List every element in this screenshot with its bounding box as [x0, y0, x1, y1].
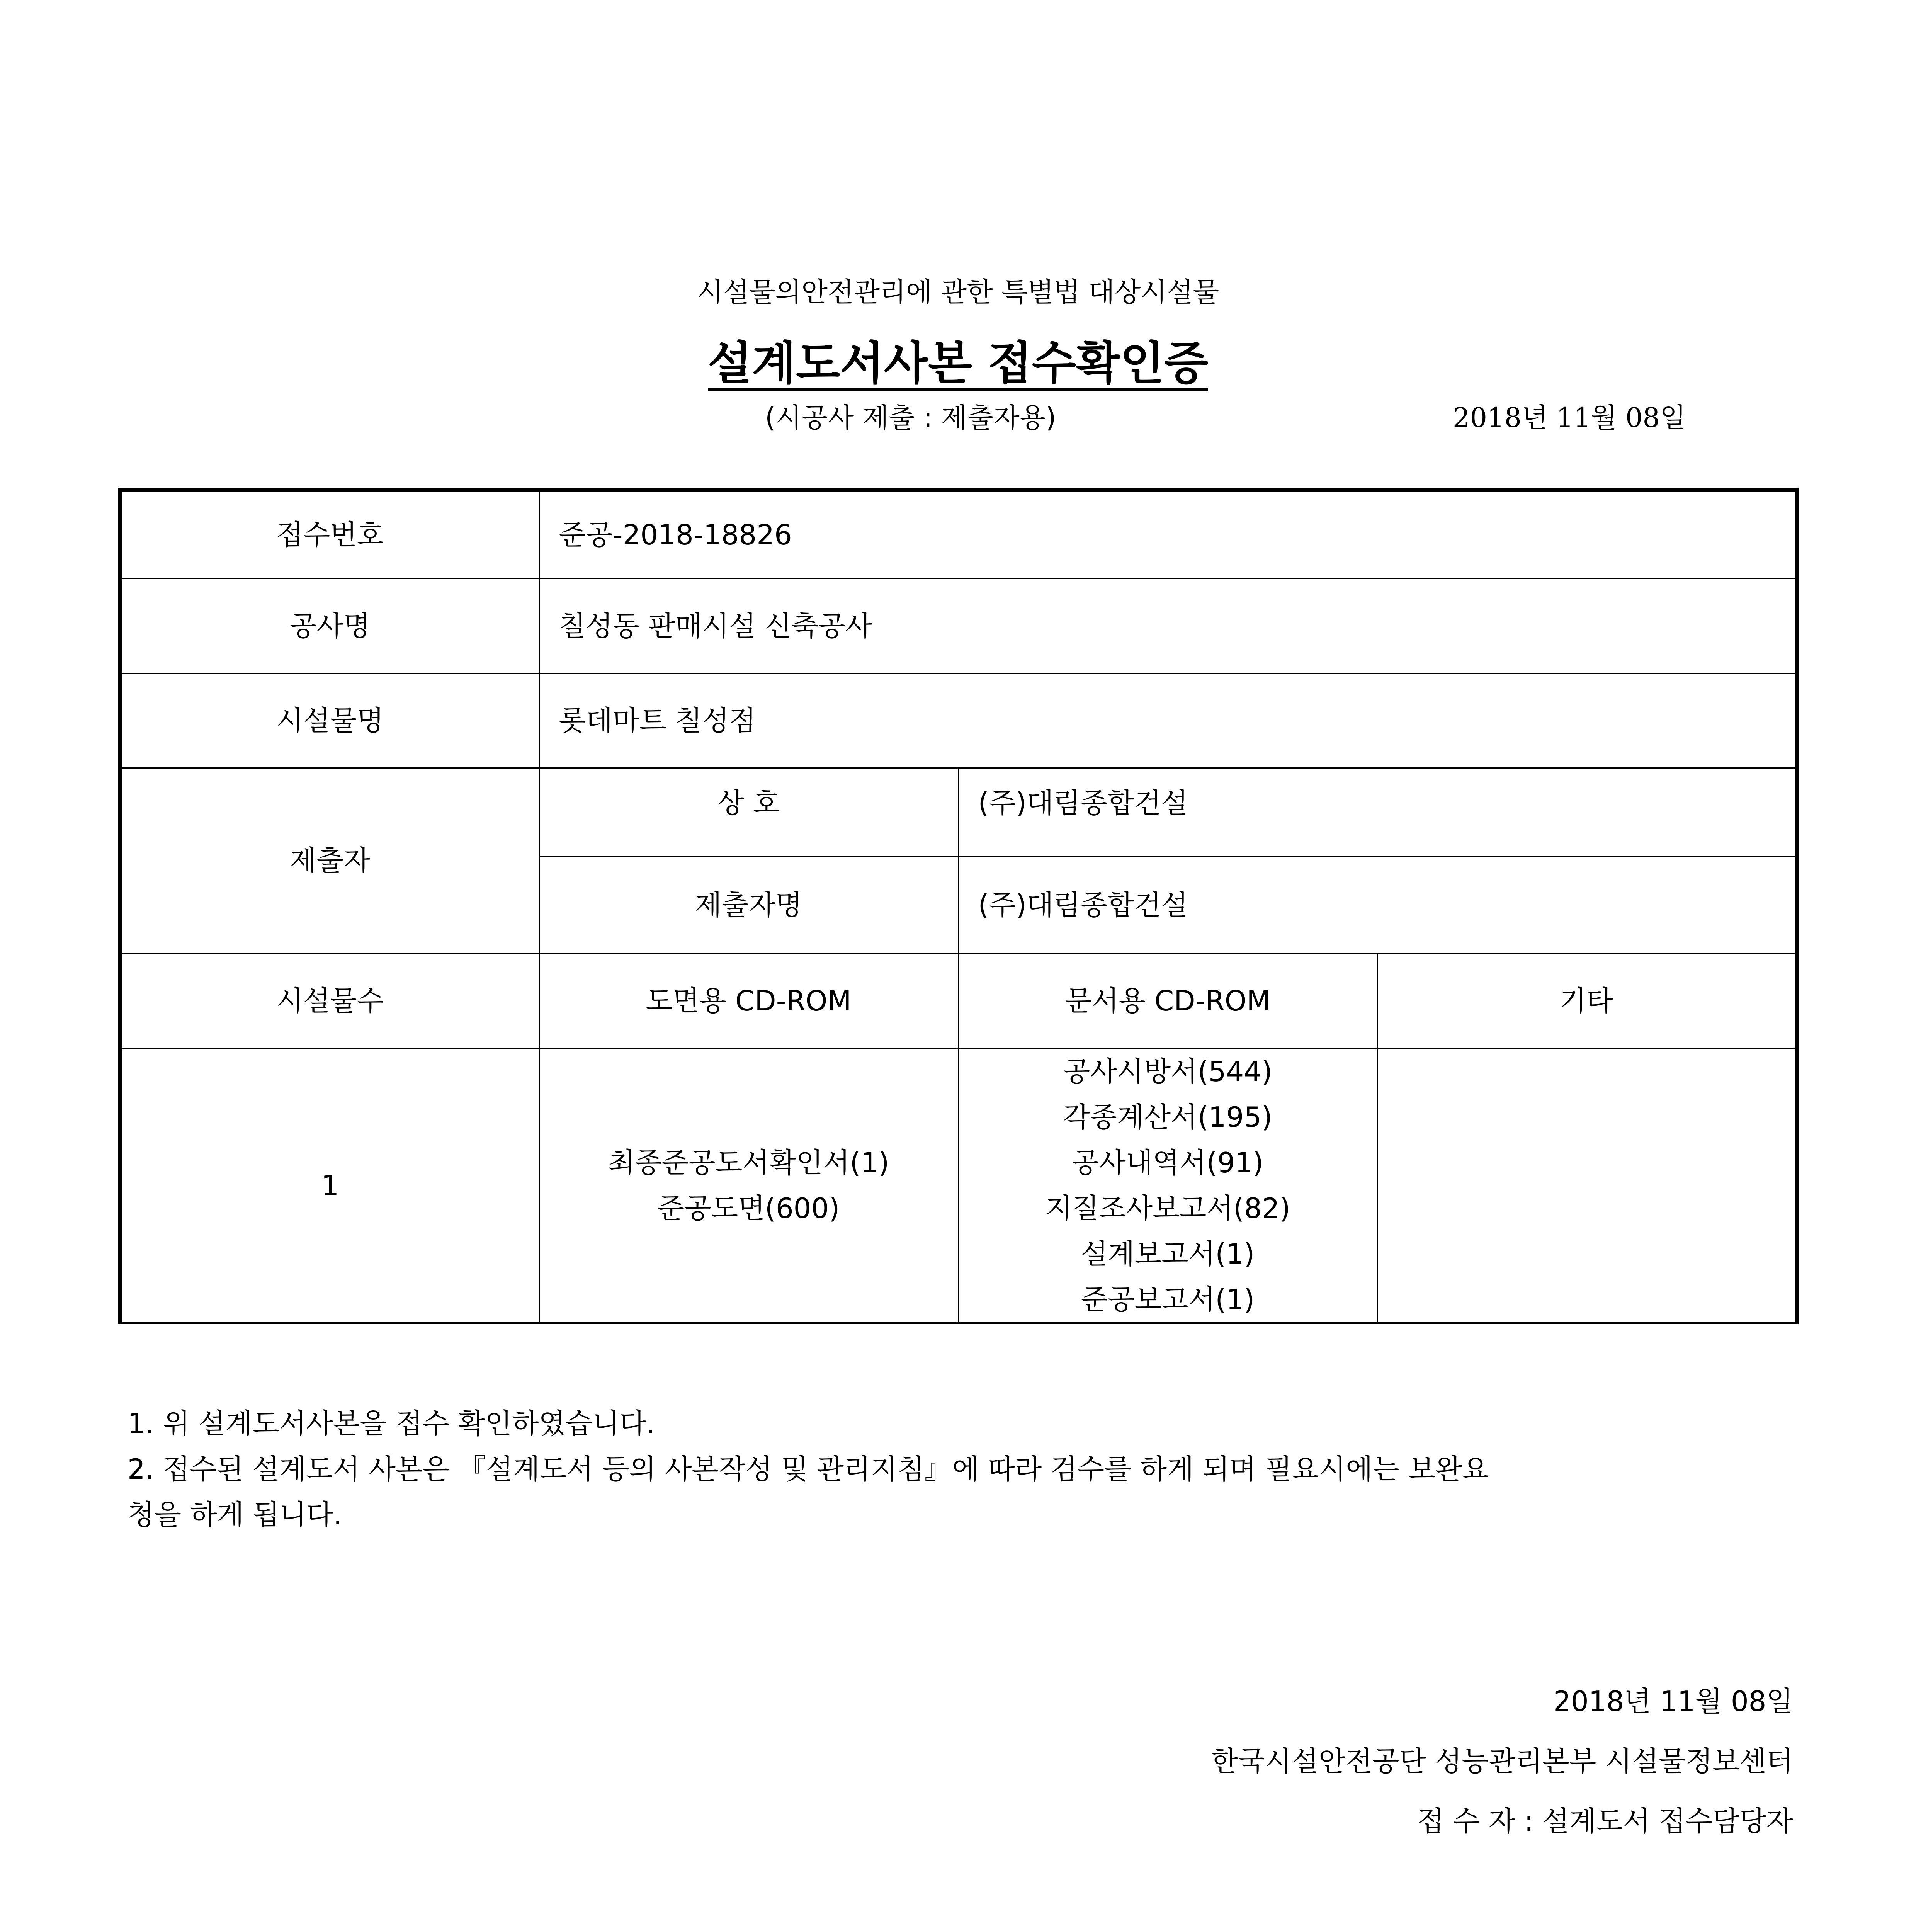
document-items-cell	[958, 1048, 1377, 1323]
table-row-company	[120, 768, 1797, 857]
footer-date: 2018년 11월 08일	[1553, 1685, 1793, 1718]
document-item: 설계보고서(1)	[1081, 1237, 1255, 1270]
table-row-project-name	[120, 578, 1797, 673]
drawing-items-cell	[539, 1048, 958, 1323]
drawing-item: 준공도면(600)	[657, 1192, 840, 1225]
document-item: 공사시방서(544)	[1063, 1055, 1273, 1088]
drawing-item: 최종준공도서확인서(1)	[608, 1146, 889, 1179]
document-item: 각종계산서(195)	[1063, 1100, 1273, 1133]
notes	[128, 1401, 1789, 1537]
project-name-value: 칠성동 판매시설 신축공사	[539, 578, 1797, 673]
document-title-text: 설계도서사본 접수확인증	[708, 337, 1208, 390]
submitter-name-label: 제출자명	[539, 857, 958, 953]
submitter-label: 제출자	[120, 768, 539, 953]
facility-name-value: 롯데마트 칠성점	[539, 673, 1797, 768]
note-line: 2. 접수된 설계도서 사본은 『설계도서 등의 사본작성 및 관리지침』에 따라 검수를 하게 되며 필요시에는 보완요	[128, 1453, 1489, 1485]
facility-name-label: 시설물명	[120, 673, 539, 768]
etc-value	[1377, 1048, 1797, 1323]
table-row-facility-name	[120, 673, 1797, 768]
document-date-top: 2018년 11월 08일	[1453, 402, 1686, 434]
column-header-etc: 기타	[1377, 953, 1797, 1048]
column-header-document-cd: 문서용 CD-ROM	[958, 953, 1377, 1048]
column-header-count: 시설물수	[120, 953, 539, 1048]
document-subtitle: 시설물의안전관리에 관한 특별법 대상시설물	[697, 276, 1219, 308]
note-line: 청을 하게 됩니다.	[128, 1498, 342, 1531]
table-row-column-headers	[120, 953, 1797, 1048]
receipt-table	[118, 488, 1799, 1324]
document-item: 지질조사보고서(82)	[1045, 1192, 1290, 1225]
company-label: 상 호	[539, 768, 958, 857]
column-header-drawing-cd: 도면용 CD-ROM	[539, 953, 958, 1048]
receipt-no-value: 준공-2018-18826	[539, 490, 1797, 578]
document-item: 공사내역서(91)	[1072, 1146, 1264, 1179]
document-title	[0, 327, 1916, 392]
company-value: (주)대림종합건설	[958, 768, 1797, 857]
receipt-no-label: 접수번호	[120, 490, 539, 578]
table-row-values	[120, 1048, 1797, 1323]
table-row-receipt-no	[120, 490, 1797, 578]
facility-count-value: 1	[120, 1048, 539, 1323]
document-purpose: (시공사 제출 : 제출자용)	[765, 402, 1056, 434]
footer-organization: 한국시설안전공단 성능관리본부 시설물정보센터	[1211, 1745, 1793, 1777]
submitter-name-value: (주)대림종합건설	[958, 857, 1797, 953]
footer-receiver: 접 수 자 : 설계도서 접수담당자	[1417, 1805, 1793, 1837]
document-item: 준공보고서(1)	[1081, 1283, 1255, 1316]
project-name-label: 공사명	[120, 578, 539, 673]
note-line: 1. 위 설계도서사본을 접수 확인하였습니다.	[128, 1407, 655, 1440]
